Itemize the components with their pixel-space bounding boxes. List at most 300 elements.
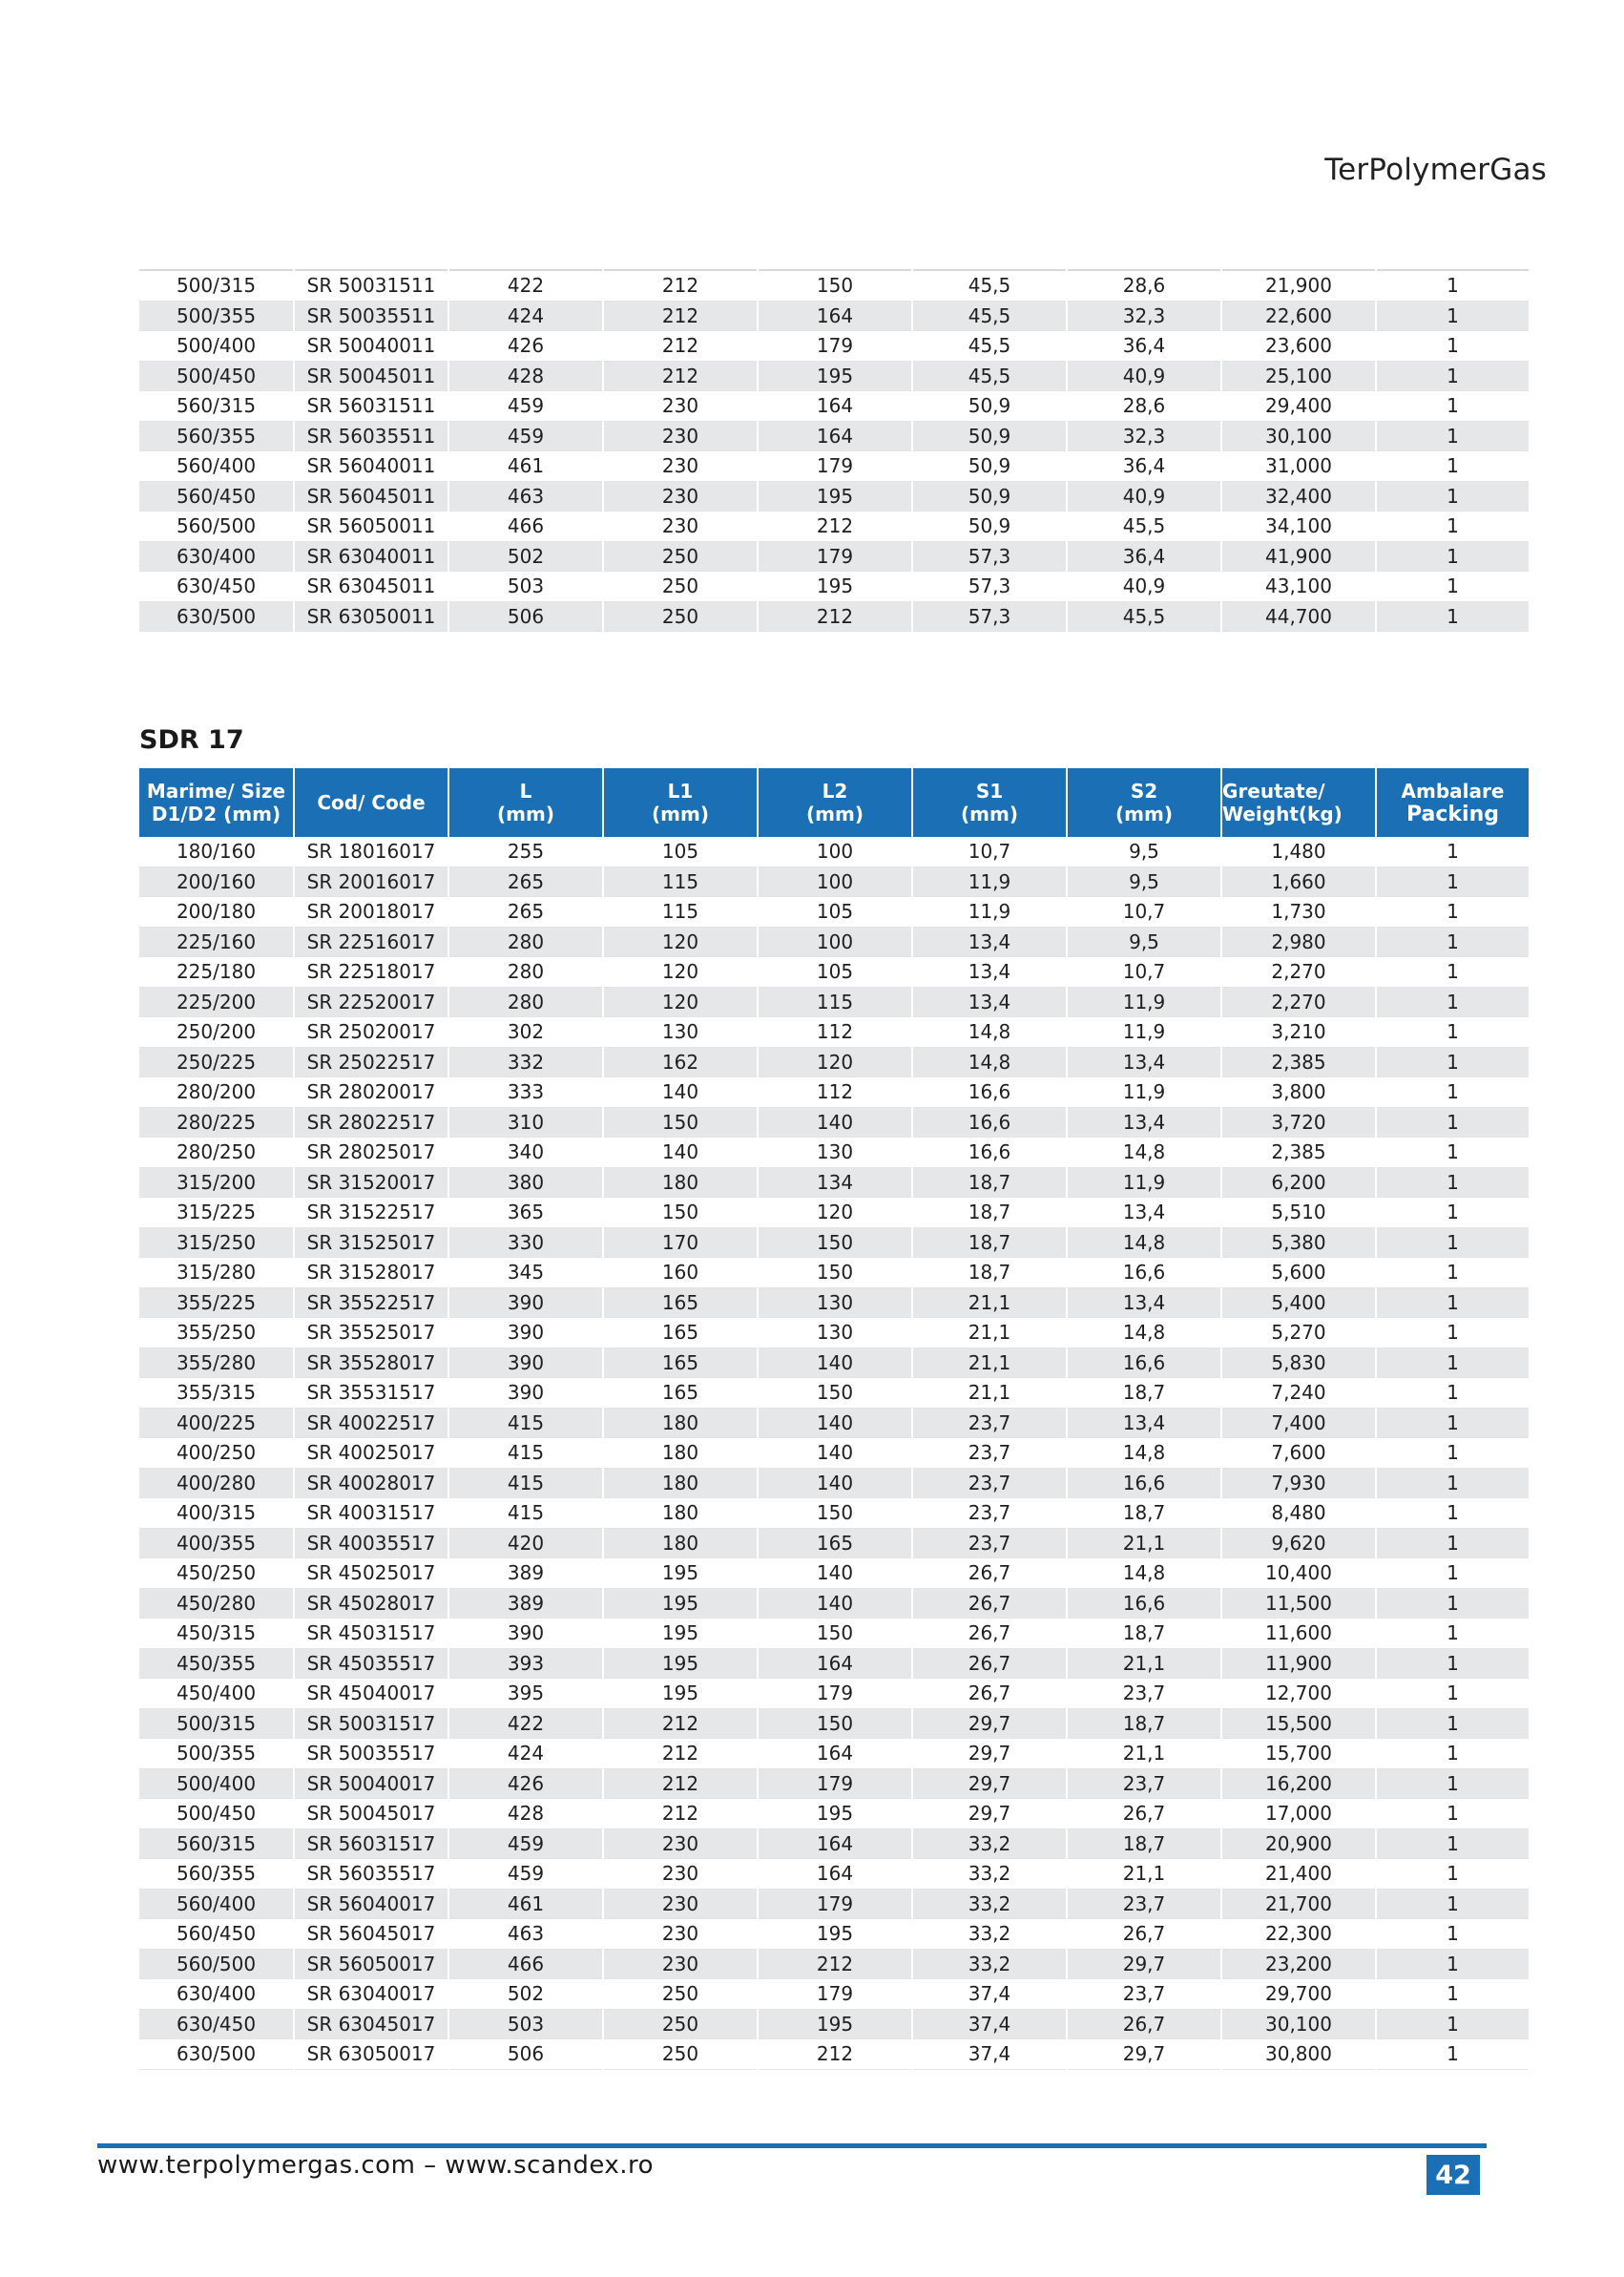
table-cell: 1 — [1376, 1408, 1529, 1438]
table-cell: 45,5 — [912, 270, 1067, 301]
table-cell: SR 50045011 — [294, 361, 448, 391]
table-cell: 503 — [448, 2009, 603, 2039]
table-row — [139, 451, 1529, 482]
table-cell: SR 45040017 — [294, 1679, 448, 1709]
table-cell: 500/315 — [139, 270, 294, 301]
table-cell: SR 63040017 — [294, 1979, 448, 2010]
table-cell: 1 — [1376, 1919, 1529, 1950]
table-cell: 5,600 — [1221, 1258, 1376, 1288]
table-cell: SR 63045011 — [294, 572, 448, 602]
table-cell: 160 — [603, 1258, 758, 1288]
table-cell: 400/225 — [139, 1408, 294, 1438]
table-cell: 340 — [448, 1138, 603, 1168]
table-cell: 630/500 — [139, 601, 294, 632]
table-row — [139, 270, 1529, 301]
section-title-sdr17: SDR 17 — [139, 725, 244, 755]
table-cell: 424 — [448, 1739, 603, 1769]
table-cell: 20,900 — [1221, 1828, 1376, 1859]
table-cell: 1 — [1376, 1859, 1529, 1890]
table-cell: 7,240 — [1221, 1378, 1376, 1409]
table-cell: 195 — [758, 1919, 912, 1950]
table-cell: 180 — [603, 1498, 758, 1529]
table-cell: 393 — [448, 1648, 603, 1679]
table-cell: 195 — [603, 1619, 758, 1649]
table-cell: 280/250 — [139, 1138, 294, 1168]
table-row — [139, 301, 1529, 331]
table-cell: 195 — [603, 1558, 758, 1589]
table-cell: 560/500 — [139, 512, 294, 542]
table-cell: 1 — [1376, 1378, 1529, 1409]
table-cell: 26,7 — [1067, 1799, 1221, 1829]
table-cell: 15,500 — [1221, 1708, 1376, 1739]
table-row — [139, 1528, 1529, 1558]
table-cell: 250 — [603, 2009, 758, 2039]
table-cell: 265 — [448, 897, 603, 928]
table-cell: 2,270 — [1221, 987, 1376, 1017]
table-cell: 14,8 — [1067, 1438, 1221, 1469]
table-cell: 140 — [758, 1438, 912, 1469]
table-cell: 45,5 — [912, 331, 1067, 362]
table-row — [139, 1167, 1529, 1198]
table-row — [139, 331, 1529, 362]
table-cell: 1 — [1376, 957, 1529, 988]
table-cell: 57,3 — [912, 601, 1067, 632]
table-row — [139, 1799, 1529, 1829]
table-cell: 16,6 — [912, 1077, 1067, 1108]
table-cell: 461 — [448, 1889, 603, 1919]
table-cell: SR 28022517 — [294, 1107, 448, 1138]
table-cell: 280 — [448, 927, 603, 957]
table-cell: 120 — [603, 957, 758, 988]
table-cell: 212 — [758, 2039, 912, 2070]
table-cell: 50,9 — [912, 391, 1067, 422]
table-cell: 195 — [758, 2009, 912, 2039]
table-cell: 463 — [448, 481, 603, 512]
table-row — [139, 897, 1529, 928]
table-cell: 26,7 — [1067, 2009, 1221, 2039]
table-cell: 34,100 — [1221, 512, 1376, 542]
table-cell: 164 — [758, 421, 912, 451]
table-cell: 140 — [758, 1107, 912, 1138]
table-cell: SR 56035511 — [294, 421, 448, 451]
table-cell: 15,700 — [1221, 1739, 1376, 1769]
table-cell: 1 — [1376, 1468, 1529, 1498]
table-cell: 310 — [448, 1107, 603, 1138]
table-cell: 33,2 — [912, 1828, 1067, 1859]
table-cell: SR 35528017 — [294, 1347, 448, 1378]
table-cell: 28,6 — [1067, 270, 1221, 301]
table-cell: 115 — [603, 897, 758, 928]
table-cell: 180 — [603, 1528, 758, 1558]
table-cell: 1 — [1376, 2009, 1529, 2039]
table-cell: 41,900 — [1221, 541, 1376, 572]
table-cell: SR 31525017 — [294, 1227, 448, 1258]
table-cell: 11,9 — [1067, 1077, 1221, 1108]
header-code: Cod/ Code — [294, 768, 448, 837]
table-cell: SR 45035517 — [294, 1648, 448, 1679]
table-cell: 280 — [448, 987, 603, 1017]
table-cell: 390 — [448, 1619, 603, 1649]
table-cell: 500/400 — [139, 1768, 294, 1799]
table-cell: 140 — [758, 1558, 912, 1589]
table-cell: 21,900 — [1221, 270, 1376, 301]
table-cell: 21,1 — [912, 1378, 1067, 1409]
table-cell: 389 — [448, 1588, 603, 1619]
table-row — [139, 1468, 1529, 1498]
table-cell: 195 — [758, 572, 912, 602]
table-cell: SR 22516017 — [294, 927, 448, 957]
table-cell: 415 — [448, 1438, 603, 1469]
table-cell: 560/400 — [139, 1889, 294, 1919]
table-cell: 195 — [758, 1799, 912, 1829]
table-cell: 426 — [448, 331, 603, 362]
table-cell: 13,4 — [912, 957, 1067, 988]
table-cell: 315/225 — [139, 1198, 294, 1228]
table-cell: 1 — [1376, 301, 1529, 331]
table-row — [139, 1979, 1529, 2010]
table-cell: 1 — [1376, 1138, 1529, 1168]
table-cell: 426 — [448, 1768, 603, 1799]
header-weight: Greutate/ Weight(kg) — [1221, 768, 1376, 837]
table-cell: 212 — [758, 512, 912, 542]
table-cell: 16,6 — [1067, 1588, 1221, 1619]
table-cell: SR 35531517 — [294, 1378, 448, 1409]
table-cell: 21,700 — [1221, 1889, 1376, 1919]
table-cell: 424 — [448, 301, 603, 331]
table-row — [139, 1107, 1529, 1138]
table-row — [139, 1138, 1529, 1168]
table-cell: 1 — [1376, 1198, 1529, 1228]
table-row — [139, 1498, 1529, 1529]
table-cell: 355/315 — [139, 1378, 294, 1409]
table-cell: 33,2 — [912, 1949, 1067, 1979]
table-row — [139, 1047, 1529, 1077]
table-cell: 29,7 — [1067, 1949, 1221, 1979]
table-cell: 140 — [758, 1408, 912, 1438]
table-cell: 450/315 — [139, 1619, 294, 1649]
table-cell: SR 50045017 — [294, 1799, 448, 1829]
table-cell: 140 — [758, 1347, 912, 1378]
table-cell: 16,200 — [1221, 1768, 1376, 1799]
table-cell: 40,9 — [1067, 572, 1221, 602]
table-cell: 23,7 — [912, 1498, 1067, 1529]
table-cell: 23,7 — [1067, 1768, 1221, 1799]
table-row — [139, 957, 1529, 988]
table-row — [139, 1287, 1529, 1318]
table-cell: 150 — [758, 1258, 912, 1288]
table-cell: 500/355 — [139, 301, 294, 331]
header-l1: L1 (mm) — [603, 768, 758, 837]
table-cell: 36,4 — [1067, 451, 1221, 482]
table-cell: 120 — [603, 987, 758, 1017]
table-cell: 100 — [758, 837, 912, 867]
table-cell: 9,5 — [1067, 927, 1221, 957]
table-cell: 195 — [603, 1648, 758, 1679]
table-cell: 164 — [758, 1648, 912, 1679]
table-cell: 1 — [1376, 1258, 1529, 1288]
table-cell: 150 — [603, 1198, 758, 1228]
table-cell: 212 — [603, 1739, 758, 1769]
table-cell: 428 — [448, 361, 603, 391]
table-cell: 45,5 — [912, 361, 1067, 391]
table-cell: 225/160 — [139, 927, 294, 957]
table-cell: 112 — [758, 1077, 912, 1108]
table-cell: SR 28020017 — [294, 1077, 448, 1108]
table-cell: 315/250 — [139, 1227, 294, 1258]
table-cell: 1 — [1376, 897, 1529, 928]
table-cell: 37,4 — [912, 2039, 1067, 2070]
table-cell: 18,7 — [1067, 1498, 1221, 1529]
table-cell: 212 — [603, 1708, 758, 1739]
table-cell: 2,980 — [1221, 927, 1376, 957]
table-cell: 1 — [1376, 1167, 1529, 1198]
table-cell: SR 50031517 — [294, 1708, 448, 1739]
table-cell: 164 — [758, 1828, 912, 1859]
table-cell: 115 — [758, 987, 912, 1017]
table-row — [139, 1408, 1529, 1438]
table-row — [139, 1588, 1529, 1619]
table-cell: 212 — [758, 601, 912, 632]
table-cell: 180/160 — [139, 837, 294, 867]
table-cell: 5,270 — [1221, 1318, 1376, 1348]
table-cell: 1 — [1376, 1768, 1529, 1799]
table-cell: 37,4 — [912, 1979, 1067, 2010]
table-cell: 415 — [448, 1408, 603, 1438]
table-cell: 21,1 — [912, 1287, 1067, 1318]
table-cell: 179 — [758, 1979, 912, 2010]
table-cell: 16,6 — [1067, 1258, 1221, 1288]
table-cell: 461 — [448, 451, 603, 482]
table-row — [139, 1679, 1529, 1709]
table-cell: 21,400 — [1221, 1859, 1376, 1890]
table-cell: 16,6 — [912, 1138, 1067, 1168]
table-row — [139, 572, 1529, 602]
table-cell: 400/280 — [139, 1468, 294, 1498]
table-cell: 179 — [758, 1679, 912, 1709]
spec-table-sdr17-body — [139, 837, 1529, 2069]
table-cell: SR 56045017 — [294, 1919, 448, 1950]
table-cell: 1 — [1376, 1679, 1529, 1709]
table-cell: 195 — [603, 1679, 758, 1709]
table-cell: 1 — [1376, 1648, 1529, 1679]
table-cell: 250 — [603, 1979, 758, 2010]
table-cell: 560/355 — [139, 1859, 294, 1890]
table-row — [139, 1708, 1529, 1739]
table-cell: 105 — [758, 897, 912, 928]
table-cell: SR 35525017 — [294, 1318, 448, 1348]
table-cell: 1 — [1376, 270, 1529, 301]
table-cell: 506 — [448, 601, 603, 632]
table-cell: 23,7 — [1067, 1889, 1221, 1919]
table-cell: SR 28025017 — [294, 1138, 448, 1168]
table-cell: 33,2 — [912, 1919, 1067, 1950]
table-cell: 5,510 — [1221, 1198, 1376, 1228]
table-cell: 120 — [758, 1198, 912, 1228]
table-cell: 21,1 — [1067, 1648, 1221, 1679]
table-cell: 1 — [1376, 391, 1529, 422]
table-cell: SR 56031517 — [294, 1828, 448, 1859]
table-row — [139, 1768, 1529, 1799]
table-cell: 14,8 — [1067, 1227, 1221, 1258]
table-cell: 164 — [758, 391, 912, 422]
table-cell: 150 — [758, 1378, 912, 1409]
table-cell: 32,3 — [1067, 421, 1221, 451]
table-cell: 23,7 — [912, 1528, 1067, 1558]
table-cell: SR 63040011 — [294, 541, 448, 572]
table-cell: 1 — [1376, 927, 1529, 957]
table-cell: 280 — [448, 957, 603, 988]
table-cell: 502 — [448, 541, 603, 572]
table-cell: 115 — [603, 867, 758, 897]
table-row — [139, 361, 1529, 391]
table-cell: 22,300 — [1221, 1919, 1376, 1950]
table-cell: 250/200 — [139, 1017, 294, 1048]
table-cell: 150 — [758, 1227, 912, 1258]
table-cell: 18,7 — [1067, 1378, 1221, 1409]
table-cell: 422 — [448, 270, 603, 301]
table-row — [139, 391, 1529, 422]
table-cell: 11,600 — [1221, 1619, 1376, 1649]
table-cell: SR 31520017 — [294, 1167, 448, 1198]
table-cell: 9,620 — [1221, 1528, 1376, 1558]
table-cell: 9,5 — [1067, 867, 1221, 897]
table-cell: 179 — [758, 331, 912, 362]
table-cell: 212 — [603, 1799, 758, 1829]
table-cell: 13,4 — [1067, 1198, 1221, 1228]
table-cell: 459 — [448, 1828, 603, 1859]
table-cell: 23,600 — [1221, 331, 1376, 362]
table-cell: 302 — [448, 1017, 603, 1048]
table-cell: 503 — [448, 572, 603, 602]
table-cell: 130 — [758, 1287, 912, 1318]
table-cell: 560/315 — [139, 1828, 294, 1859]
table-cell: 23,7 — [912, 1408, 1067, 1438]
table-cell: 459 — [448, 391, 603, 422]
table-cell: 212 — [603, 331, 758, 362]
table-cell: 333 — [448, 1077, 603, 1108]
table-cell: 140 — [603, 1138, 758, 1168]
table-cell: 165 — [603, 1347, 758, 1378]
table-cell: 630/400 — [139, 1979, 294, 2010]
table-cell: 420 — [448, 1528, 603, 1558]
table-cell: 150 — [758, 1498, 912, 1529]
table-cell: 1 — [1376, 1438, 1529, 1469]
table-cell: 29,400 — [1221, 391, 1376, 422]
table-cell: 1 — [1376, 1708, 1529, 1739]
table-cell: 560/450 — [139, 481, 294, 512]
table-row — [139, 1378, 1529, 1409]
table-cell: 164 — [758, 1739, 912, 1769]
table-cell: 1 — [1376, 572, 1529, 602]
table-cell: 26,7 — [912, 1619, 1067, 1649]
table-cell: 40,9 — [1067, 361, 1221, 391]
table-cell: 50,9 — [912, 512, 1067, 542]
table-cell: 395 — [448, 1679, 603, 1709]
table-cell: SR 18016017 — [294, 837, 448, 867]
table-cell: SR 40028017 — [294, 1468, 448, 1498]
table-cell: 21,1 — [1067, 1528, 1221, 1558]
table-cell: SR 22518017 — [294, 957, 448, 988]
table-cell: SR 56040011 — [294, 451, 448, 482]
table-cell: 16,6 — [1067, 1468, 1221, 1498]
table-cell: 390 — [448, 1347, 603, 1378]
table-cell: 140 — [758, 1468, 912, 1498]
table-cell: 1,480 — [1221, 837, 1376, 867]
table-cell: 1 — [1376, 1017, 1529, 1048]
table-cell: 22,600 — [1221, 301, 1376, 331]
table-cell: 29,7 — [912, 1708, 1067, 1739]
table-cell: 14,8 — [912, 1047, 1067, 1077]
table-cell: 18,7 — [912, 1258, 1067, 1288]
table-cell: 5,380 — [1221, 1227, 1376, 1258]
table-cell: 502 — [448, 1979, 603, 2010]
table-cell: 459 — [448, 421, 603, 451]
table-row — [139, 1198, 1529, 1228]
table-cell: 40,9 — [1067, 481, 1221, 512]
table-cell: 422 — [448, 1708, 603, 1739]
table-cell: 195 — [603, 1588, 758, 1619]
table-cell: 466 — [448, 512, 603, 542]
table-cell: SR 25022517 — [294, 1047, 448, 1077]
table-cell: 1 — [1376, 2039, 1529, 2070]
table-cell: 630/450 — [139, 2009, 294, 2039]
table-cell: 13,4 — [1067, 1408, 1221, 1438]
table-header-row — [139, 768, 1529, 837]
table-cell: 250 — [603, 541, 758, 572]
table-cell: 345 — [448, 1258, 603, 1288]
table-cell: 1 — [1376, 1227, 1529, 1258]
table-cell: 18,7 — [1067, 1708, 1221, 1739]
table-cell: 1 — [1376, 1619, 1529, 1649]
table-cell: 130 — [758, 1138, 912, 1168]
table-cell: 16,6 — [1067, 1347, 1221, 1378]
table-cell: 500/400 — [139, 331, 294, 362]
table-cell: SR 63050017 — [294, 2039, 448, 2070]
table-cell: 105 — [603, 837, 758, 867]
table-cell: 50,9 — [912, 451, 1067, 482]
table-cell: 179 — [758, 451, 912, 482]
table-cell: 1 — [1376, 1047, 1529, 1077]
table-cell: 44,700 — [1221, 601, 1376, 632]
table-cell: 630/450 — [139, 572, 294, 602]
table-cell: 165 — [758, 1528, 912, 1558]
footer-divider — [97, 2143, 1487, 2148]
table-cell: 560/450 — [139, 1919, 294, 1950]
table-cell: 560/355 — [139, 421, 294, 451]
table-cell: 466 — [448, 1949, 603, 1979]
table-cell: 134 — [758, 1167, 912, 1198]
table-cell: 250 — [603, 2039, 758, 2070]
table-cell: 315/280 — [139, 1258, 294, 1288]
table-cell: 1,730 — [1221, 897, 1376, 928]
spec-table-continued-body — [139, 270, 1529, 632]
table-row — [139, 1558, 1529, 1589]
table-cell: SR 40022517 — [294, 1408, 448, 1438]
table-cell: 11,9 — [912, 897, 1067, 928]
table-cell: 23,7 — [1067, 1979, 1221, 2010]
table-cell: 30,100 — [1221, 2009, 1376, 2039]
table-cell: 14,8 — [1067, 1138, 1221, 1168]
table-cell: SR 31528017 — [294, 1258, 448, 1288]
table-cell: 26,7 — [912, 1588, 1067, 1619]
table-cell: 150 — [603, 1107, 758, 1138]
table-cell: 150 — [758, 1619, 912, 1649]
table-cell: 230 — [603, 1949, 758, 1979]
table-cell: SR 40025017 — [294, 1438, 448, 1469]
table-cell: 21,1 — [912, 1347, 1067, 1378]
table-cell: 2,385 — [1221, 1138, 1376, 1168]
table-cell: 100 — [758, 927, 912, 957]
